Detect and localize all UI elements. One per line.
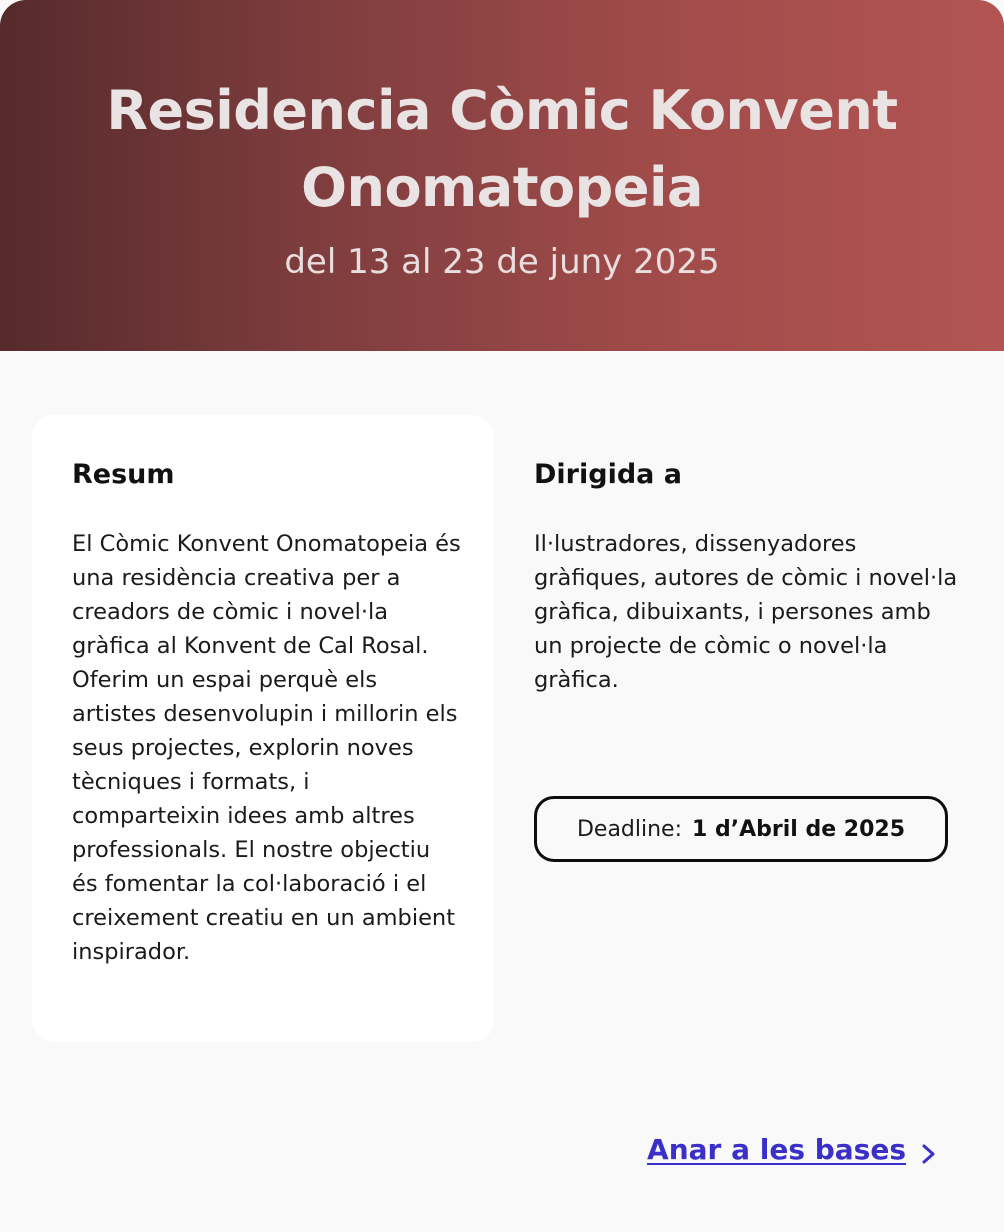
page-title: Residencia Còmic Konvent Onomatopeia — [106, 79, 898, 219]
hero-header — [0, 0, 1004, 351]
audience-heading: Dirigida a — [534, 459, 682, 490]
summary-text: El Còmic Konvent Onomatopeia és una residència creativa per a creadors de còmic i novel·la gràfica al Konvent de Cal Rosal. Oferim un espai perquè els artistes desenvolupin i millorin els seus projectes, explorin noves tècniques i formats, i comparteixin idees amb altres professionals. El nostre objectiu és fomentar la col·laboració i el creixement creatiu en un ambient inspirador. — [72, 531, 461, 965]
bases-link-wrapper[interactable] — [647, 1130, 940, 1170]
audience-text: Il·lustradores, dissenyadores gràfiques, autores de còmic i novel·la gràfica, dibuixants, i persones amb un projecte de còmic o novel·la gràfica. — [534, 531, 958, 693]
deadline-value: 1 d’Abril de 2025 — [692, 816, 906, 842]
chevron-right-icon[interactable] — [918, 1139, 940, 1169]
event-dates: del 13 al 23 de juny 2025 — [284, 242, 720, 282]
deadline-label: Deadline: — [576, 816, 683, 842]
deadline-badge — [534, 796, 948, 862]
summary-heading: Resum — [72, 459, 175, 490]
bases-link[interactable]: Anar a les bases — [647, 1133, 906, 1166]
